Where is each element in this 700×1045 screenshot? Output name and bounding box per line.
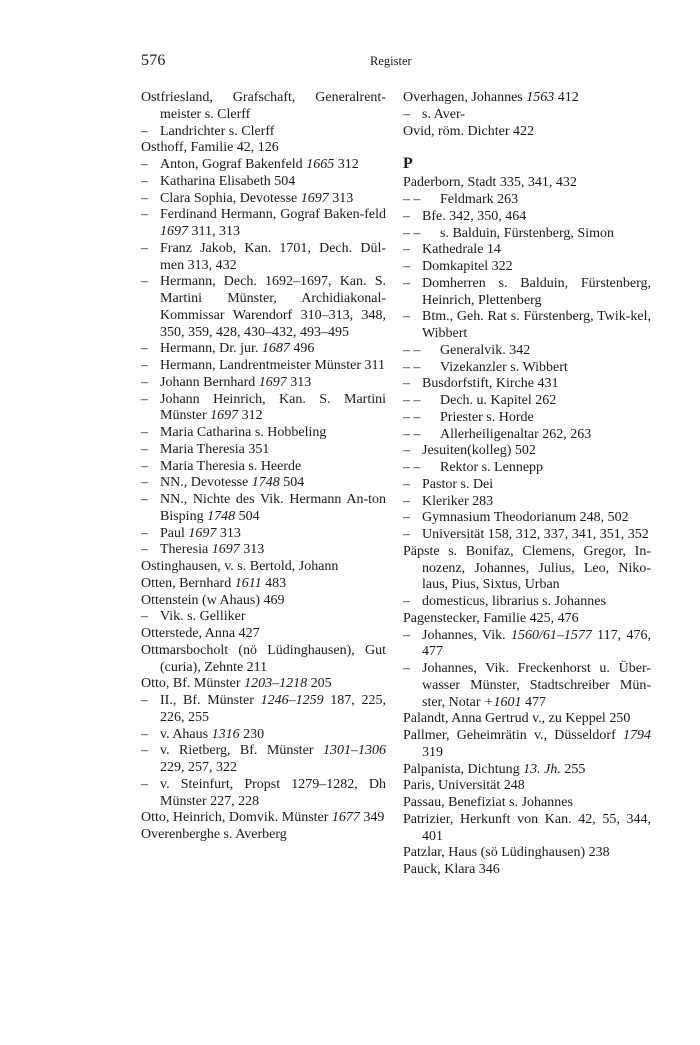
entry-text: Ferdinand Hermann, Gograf Baken-feld 1697 311, 313 [160,207,386,239]
index-entry [141,777,386,811]
entry-text: Overhagen, Johannes 1563 412 [403,90,579,105]
entry-text: Clara Sophia, Devotesse 1697 313 [160,190,354,206]
index-entry [403,862,651,879]
subentry-dash: – [141,441,148,457]
index-entry [403,276,651,310]
subentry-dash: – [403,242,410,258]
right-index-column [403,90,651,879]
index-entry [403,544,651,594]
index-entry [403,628,651,662]
entry-text: Patzlar, Haus (sö Lüdinghausen) 238 [403,845,610,861]
index-entry [141,341,386,358]
subentry-dash: – [141,776,148,792]
subentry-dash: – [141,492,148,507]
index-entry [141,191,386,208]
subentry-dash: – [141,391,148,407]
entry-text: Ottmarsbocholt (nö Lüdinghausen), Gut (curia), Zehnte 211 [141,642,386,675]
entry-text: Maria Theresia 351 [160,441,270,457]
index-entry [403,711,651,728]
index-entry [403,360,651,377]
page-number: 576 [141,52,166,69]
entry-text: Johannes, Vik. Freckenhorst u. Über-wasser Münster, Stadtschreiber Mün-ster, Notar +1601 477 [422,661,651,710]
subentry-dash: – [403,309,410,325]
entry-text: Maria Theresia s. Heerde [160,458,302,474]
index-entry [403,477,651,494]
letter-heading: P [403,155,413,173]
entry-text: II., Bf. Münster 1246–1259 187, 225, 226, 255 [160,693,386,725]
entry-text: Ostinghausen, v. s. Bertold, Johann [141,559,339,574]
subentry-dash: – – [403,225,421,241]
subentry-dash: – [403,275,410,291]
entry-text: Ostfriesland, Grafschaft, Generalrent-meister s. Clerff [141,90,386,122]
index-entry [141,626,386,643]
entry-text: Jesuiten(kolleg) 502 [422,443,536,459]
index-entry [141,693,386,727]
subentry-dash: – [403,376,410,392]
index-entry [403,376,651,393]
entry-text: Johannes, Vik. 1560/61–1577 117, 476, 477 [422,627,652,660]
entry-text: Vik. s. Gelliker [160,609,246,625]
index-entry [403,410,651,427]
index-entry [141,90,386,124]
entry-text: Palandt, Anna Gertrud v., zu Keppel 250 [403,711,631,727]
entry-text: Patrizier, Herkunft von Kan. 42, 55, 344, 401 [403,811,651,844]
subentry-dash: – [141,274,148,290]
entry-text: Landrichter s. Clerff [160,123,275,139]
index-entry [141,442,386,459]
index-entry [141,676,386,693]
index-entry [141,593,386,610]
index-entry [141,576,386,593]
right-column-entries [403,175,651,879]
index-entry [403,494,651,511]
entry-text: Domherren s. Balduin, Fürstenberg, Heinrich, Plettenberg [422,275,651,308]
index-entry [141,827,386,844]
subentry-dash: – [403,510,410,526]
index-entry [403,259,651,276]
index-entry [141,375,386,392]
entry-text: v. Ahaus 1316 230 [160,726,265,742]
subentry-dash: – [141,525,148,541]
subentry-dash: – [141,157,148,172]
index-entry [141,425,386,442]
index-entry [141,207,386,241]
index-entry [141,174,386,191]
index-entry [141,274,386,341]
entry-text: Kleriker 283 [422,493,494,509]
entry-text: Katharina Elisabeth 504 [160,173,296,189]
entry-text: Otterstede, Anna 427 [141,626,260,641]
index-entry [403,209,651,226]
subentry-dash: – – [403,342,421,358]
entry-text: v. Rietberg, Bf. Münster 1301–1306 229, 257, 322 [160,743,386,775]
entry-text: Paul 1697 313 [160,525,241,541]
subentry-dash: – – [403,359,421,375]
subentry-dash: – [141,726,148,742]
subentry-dash: – [141,475,148,491]
subentry-dash: – [141,458,148,474]
subentry-dash: – [141,358,148,373]
entry-text: Pallmer, Geheimrätin v., Düsseldorf 1794 319 [403,728,651,760]
subentry-dash: – [403,259,410,274]
entry-text: Priester s. Horde [440,409,534,425]
index-entry [403,309,651,343]
index-entry [403,175,651,192]
entry-text: Overenberghe s. Averberg [141,827,287,842]
index-entry [141,559,386,576]
index-entry [141,542,386,559]
entry-text: Busdorfstift, Kirche 431 [422,376,559,392]
index-entry [403,812,651,846]
index-entry [403,427,651,444]
subentry-dash: – [403,208,410,224]
entry-text: Hermann, Dech. 1692–1697, Kan. S. Martini Münster, Archidiakonal-Kommissar Warendorf 310–313, 348, 350, 359, 428, 430–432, 493–495 [160,274,386,340]
entry-text: Gymnasium Theodorianum 248, 502 [422,510,629,526]
index-entry [403,510,651,527]
subentry-dash: – [141,207,148,223]
entry-text: Theresia 1697 313 [160,542,265,558]
subentry-dash: – [403,493,410,509]
subentry-dash: – [403,106,410,122]
entry-text: Johann Bernhard 1697 313 [160,374,312,390]
entry-text: Hermann, Landrentmeister Münster 311 [160,358,385,373]
index-entry [141,492,386,526]
index-entry [403,124,651,141]
index-entry [141,459,386,476]
entry-text: Osthoff, Familie 42, 126 [141,140,279,156]
subentry-dash: – [141,693,148,708]
index-entry [141,727,386,744]
index-entry [403,594,651,611]
subentry-dash: – [403,594,410,609]
entry-text: Kathedrale 14 [422,242,501,258]
entry-text: Feldmark 263 [440,192,519,207]
entry-text: Passau, Benefiziat s. Johannes [403,795,573,810]
entry-text: Ovid, röm. Dichter 422 [403,123,535,139]
index-entry [141,475,386,492]
index-entry [403,845,651,862]
index-entry [403,795,651,812]
entry-text: v. Steinfurt, Propst 1279–1282, Dh Münster 227, 228 [160,776,386,809]
index-entry [141,157,386,174]
index-entry [141,358,386,375]
index-entry [403,393,651,410]
entry-text: s. Aver- [422,106,466,122]
entry-text: Universität 158, 312, 337, 341, 351, 352 [422,527,649,542]
entry-text: Ottenstein (w Ahaus) 469 [141,592,285,608]
entry-text: Paris, Universität 248 [403,778,525,794]
index-entry [141,609,386,626]
index-entry [403,242,651,259]
index-entry [403,443,651,460]
entry-text: Generalvik. 342 [440,342,531,358]
right-column-continuation [403,90,651,140]
subentry-dash: – [403,627,410,643]
entry-text: Franz Jakob, Kan. 1701, Dech. Dül-men 313, 432 [160,240,386,273]
entry-text: Domkapitel 322 [422,259,513,274]
entry-text: Rektor s. Lennepp [440,460,544,475]
index-entry [403,527,651,544]
subentry-dash: – – [403,460,421,475]
entry-text: Otto, Bf. Münster 1203–1218 205 [141,676,332,692]
index-entry [403,107,651,124]
subentry-dash: – – [403,409,421,425]
subentry-dash: – [141,173,148,189]
entry-text: Pagenstecker, Familie 425, 476 [403,610,579,626]
index-entry [403,762,651,779]
subentry-dash: – [403,476,410,492]
index-entry [141,124,386,141]
subentry-dash: – [141,190,148,206]
subentry-dash: – [141,240,148,256]
entry-text: Otten, Bernhard 1611 483 [141,575,287,591]
subentry-dash: – [141,609,148,625]
entry-text: Pastor s. Dei [422,476,494,492]
entry-text: Pauck, Klara 346 [403,862,500,877]
entry-text: Vizekanzler s. Wibbert [440,359,568,375]
entry-text: Paderborn, Stadt 335, 341, 432 [403,175,577,191]
entry-text: NN., Devotesse 1748 504 [160,475,305,491]
entry-text: Dech. u. Kapitel 262 [440,393,557,408]
index-entry [403,661,651,711]
entry-text: Otto, Heinrich, Domvik. Münster 1677 349 [141,810,385,826]
running-title: Register [370,54,412,68]
entry-text: Allerheiligenaltar 262, 263 [440,426,592,442]
index-entry [403,460,651,477]
index-entry [403,778,651,795]
index-entry [141,392,386,426]
left-index-column [141,90,386,844]
entry-text: Päpste s. Bonifaz, Clemens, Gregor, In-nozenz, Johannes, Julius, Leo, Niko-laus, Pius, Sixtus, Urban [403,543,651,593]
index-entry [403,226,651,243]
page-header [141,52,559,74]
subentry-dash: – [141,374,148,390]
subentry-dash: – – [403,393,421,408]
entry-text: Palpanista, Dichtung 13. Jh. 255 [403,761,586,777]
entry-text: domesticus, librarius s. Johannes [422,594,606,609]
index-entry [141,140,386,157]
index-entry [141,743,386,777]
index-entry [141,643,386,677]
subentry-dash: – [141,743,148,759]
entry-text: NN., Nichte des Vik. Hermann An-ton Bisping 1748 504 [160,492,386,524]
entry-text: Johann Heinrich, Kan. S. Martini Münster 1697 312 [160,391,386,424]
entry-text: Btm., Geh. Rat s. Fürstenberg, Twik-kel, Wibbert [422,309,651,341]
entry-text: Maria Catharina s. Hobbeling [160,425,327,440]
subentry-dash: – [403,443,410,459]
subentry-dash: – [141,123,148,139]
index-entry [403,728,651,762]
index-entry [141,241,386,275]
entry-text: s. Balduin, Fürstenberg, Simon [440,225,614,241]
subentry-dash: – – [403,192,421,207]
subentry-dash: – [141,425,148,440]
index-entry [141,810,386,827]
subentry-dash: – – [403,426,421,442]
subentry-dash: – [403,661,410,676]
index-entry [403,90,651,107]
subentry-dash: – [141,542,148,558]
index-entry [141,526,386,543]
entry-text: Hermann, Dr. jur. 1687 496 [160,341,315,357]
index-entry [403,343,651,360]
entry-text: Anton, Gograf Bakenfeld 1665 312 [160,157,359,172]
subentry-dash: – [403,527,410,542]
entry-text: Bfe. 342, 350, 464 [422,208,527,224]
index-entry [403,611,651,628]
subentry-dash: – [141,341,148,357]
index-entry [403,192,651,209]
